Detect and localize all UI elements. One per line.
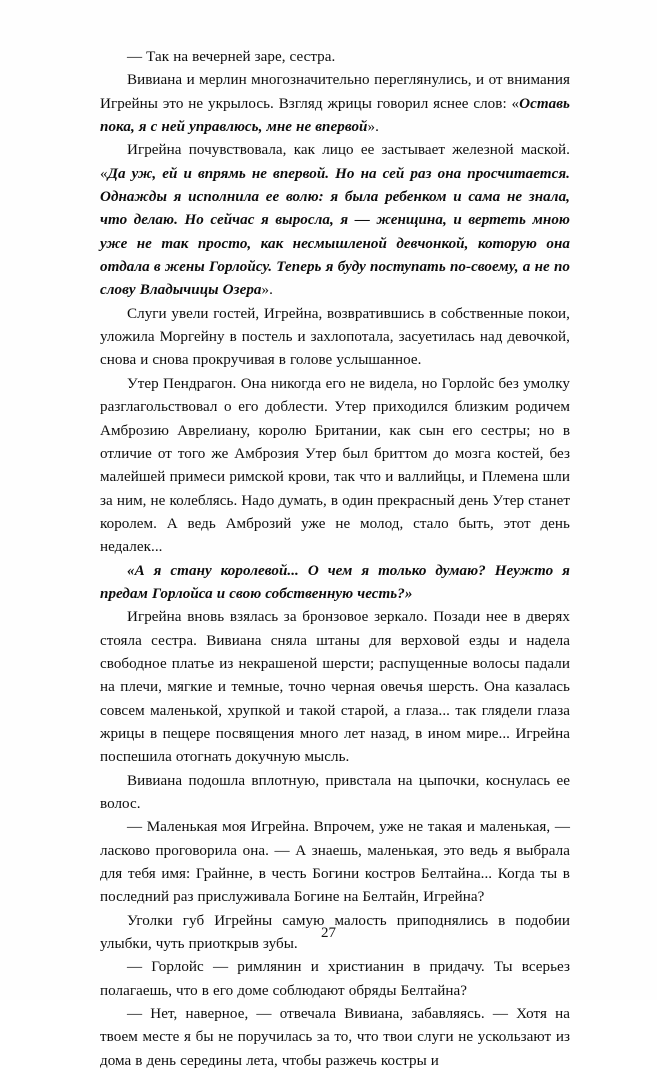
paragraph-gorlois-roman-christian: — Горлойс — римлянин и христианин в придачу. Ты всерьез полагаешь, что в его доме соблюдают обряды Белтайна?	[100, 959, 570, 999]
paragraph-tail-text: ».	[261, 282, 273, 299]
paragraph-uther-pendragon: Утер Пендрагон. Она никогда его не видела, но Горлойс без умолку разглагольствовал о его доблести. Утер приходился близким родичем Амброзию Аврелиану, королю Британии, как сын его сестры; но в отличие от того же Амброзия Утер был бриттом до мозга костей, без малейшей примеси римской крови, так что и валлийцы, и Племена шли за ним, не колеблясь. Надо думать, в один прекрасный день Утер станет королем. А ведь Амброзий уже не молод, стало быть, этот день недалек...	[100, 375, 570, 556]
emphasized-inner-thought: Оставь пока, я с ней управлюсь, мне не впервой	[100, 95, 570, 136]
paragraph-no-probably: — Нет, наверное, — отвечала Вивиана, забавляясь. — Хотя на твоем месте я бы не поручилась за то, что твои слуги не ускользают из дома в день середины лета, чтобы разжечь костры и	[100, 1006, 570, 1069]
paragraph-tail-text: ».	[367, 119, 379, 136]
paragraph-igraine-iron-mask	[100, 139, 570, 302]
paragraph-little-my-igraine: — Маленькая моя Игрейна. Впрочем, уже не такая и маленькая, — ласково проговорила она. — А знаешь, маленькая, это ведь я выбрала для тебя имя: Грайнне, в честь Богини костров Белтайна... Когда ты в последний раз прислуживала Богине на Белтайн, Игрейна?	[100, 819, 570, 906]
paragraph-bronze-mirror: Игрейна вновь взялась за бронзовое зеркало. Позади нее в дверях стояла сестра. Вивиана сняла штаны для верховой езды и надела свободное платье из некрашеной шерсти; распущенные волосы падали на плечи, мягкие и темные, точно черная овечья шерсть. Она казалась совсем маленькой, хрупкой и такой старой, а глаза... так глядели глаза жрицы в пещере посвящения много лет назад, в ином мире... Игрейна поспешила отогнать докучную мысль.	[100, 609, 570, 766]
emphasized-inner-monologue: Да уж, ей и впрямь не впервой. Но на сей раз она просчитается. Однажды я исполнила ее волю: я была ребенком и сама не знала, что делаю. Но сейчас я выросла, я — женщина, и вертеть мною уже не так просто, как несмышленой девчонкой, которую она отдала в жены Горлойсу. Теперь я буду поступать по-своему, а не по слову Владычицы Озера	[100, 165, 570, 299]
paragraph-lead-text: Вивиана и мерлин многозначительно переглянулись, и от внимания Игрейны это не укрылось. Взгляд жрицы говорил яснее слов: «	[100, 72, 570, 112]
paragraph-viviana-merlin	[100, 69, 570, 139]
paragraph-dialogue-opening: — Так на вечерней заре, сестра.	[127, 49, 336, 65]
paragraph-corners-of-lips: Уголки губ Игрейны самую малость приподнялись в подобии улыбки, чуть приоткрыв зубы.	[100, 912, 570, 953]
paragraph-viviana-approached: Вивиана подошла вплотную, привстала на цыпочки, коснулась ее волос.	[100, 772, 570, 812]
paragraph-servants-led-guests: Слуги увели гостей, Игрейна, возвратившись в собственные покои, уложила Моргейну в постель и захлопотала, засуетилась над девочкой, снова и снова прокручивая в голове услышанное.	[100, 305, 570, 369]
page-number: 27	[321, 925, 336, 941]
paragraph-lead-text: Игрейна почувствовала, как лицо ее застывает железной маской. «	[100, 142, 570, 182]
body-text-column	[100, 46, 570, 1073]
paragraph-queen-inner-thought: «А я стану королевой... О чем я только думаю? Неужто я предам Горлойса и свою собственную честь?»	[100, 562, 570, 602]
